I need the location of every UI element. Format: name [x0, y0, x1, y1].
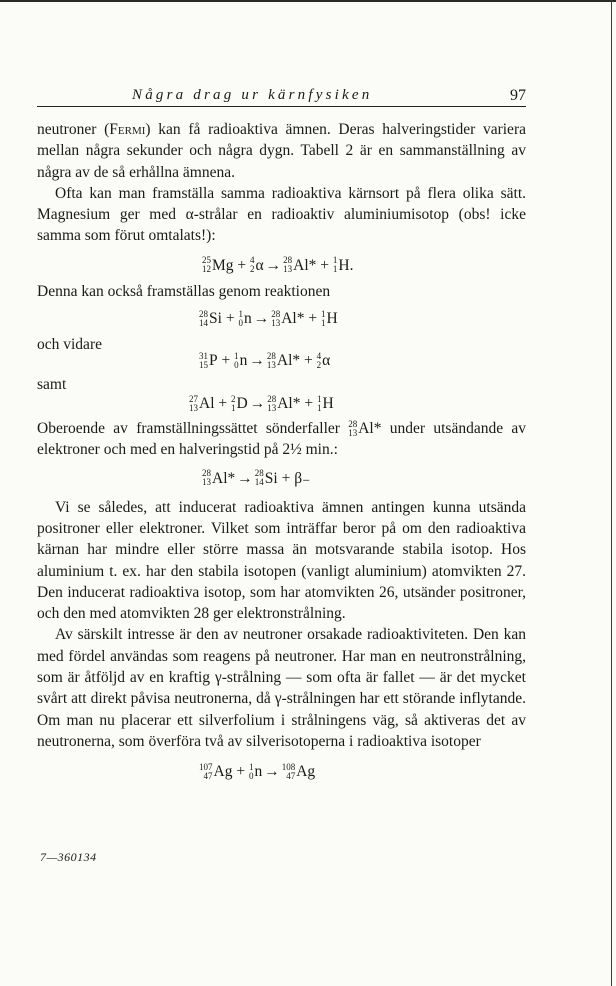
equation-3: 31 15 P + 1 0 n → 28 13 Al* + 4 2 α [199, 350, 331, 370]
paragraph-1 [37, 119, 526, 183]
beta-minus: β₋ [294, 469, 311, 487]
text-body [37, 119, 526, 786]
paragraph-4: Oberoende av framställningssättet sönderfaller 28 13 Al* under utsändande av elektroner och med en halveringstid på 2½ min.: [37, 418, 527, 459]
label-och-vidare: och vidare [37, 336, 102, 354]
arrow: → [265, 256, 282, 274]
page-number: 97 [510, 87, 526, 104]
nuclide-al28: 28 13 Al* [202, 468, 236, 488]
nuclide-h1: 1 1 H [316, 393, 334, 413]
p1-post: ) kan få radioaktiva ämnen. Deras halveringstider variera mellan några sekunder och några dygn. Tabell 2 är en sammanställning av några av de så erhållna ämnena. [37, 121, 526, 181]
nuclide-h1: 1 1 H. [332, 255, 354, 275]
paragraph-2: Ofta kan man framställa samma radioaktiva kärnsort på flera olika sätt. Magnesium ger med α-strålar en radioaktiv aluminiumisotop (obs! icke samma som förut omtalats!): [37, 184, 526, 245]
nuclide-h1: 1 1 H [320, 308, 338, 328]
nuclide-si28: 28 14 Si [199, 308, 222, 328]
nuclide-neutron: 1 0 n [234, 350, 248, 370]
nuclide-si28: 28 14 Si [254, 468, 278, 488]
paragraph-5: Vi se således, att inducerat radioaktiva ämnen antingen kunna utsända positroner eller elektroner. Vilket som inträffar beror på om den radioaktiva kärnan har mindre eller större massa än motsvarande stabila isotop. Hos aluminium t. ex. har den stabila isotopen (vanligt aluminium) atomvikten 27. Den inducerat radioaktiva isotop, som har atomvikten 26, utsänder positroner, och den med atomvikten 28 ger elektronstrålning. [37, 498, 526, 623]
p1-pre: neutroner ( [37, 121, 110, 138]
nuclide-al28: 28 13 Al* [271, 308, 305, 328]
equation-4: 27 13 Al + 2 1 D → 28 13 Al* + 1 1 H [189, 393, 334, 413]
nuclide-al27: 27 13 Al [189, 393, 215, 413]
equation-5-row [37, 461, 526, 497]
arrow: → [253, 310, 270, 328]
equation-5: 28 13 Al* → 28 14 Si + β₋ [202, 468, 311, 488]
nuclide-neutron: 1 0 n [248, 761, 263, 781]
equation-4-row [37, 374, 526, 418]
page [37, 84, 526, 786]
nuclide-al28: 28 13 Al* [267, 393, 301, 413]
arrow: → [249, 352, 265, 370]
nuclide-ag108: 108 47 Ag [281, 761, 316, 781]
equation-3-row [37, 334, 526, 374]
nuclide-alpha: 4 2 α [316, 350, 331, 370]
running-header [37, 84, 526, 107]
nuclide-deuteron: 2 1 D [231, 393, 248, 413]
nuclide-al28: 28 13 Al* [283, 255, 317, 275]
arrow: → [264, 763, 280, 781]
arrow: → [249, 395, 266, 413]
signature-mark: 7—360134 [40, 850, 97, 864]
top-rule [0, 0, 616, 2]
paragraph-6: Av särskilt intresse är den av neutroner orsakade radioaktiviteten. Den kan med fördel användas som reagens på neutroner. Har man en neutronstrålning, som är åtföljd av en kraftig γ-strålning — som ofta är fallet — är det mycket svårt att direkt påvisa neutronerna, då γ-strålningen har ett störande inflytande. Om man nu placerar ett silverfolium i strålningens väg, så aktiveras det av neutronerna, som överföra två av silverisotoperna i radioaktiva isotoper [37, 626, 526, 750]
header-title: Några drag ur kärnfysiken [132, 87, 373, 103]
equation-1: 25 12 Mg + 4 2 α → 28 13 Al* + 1 1 H. [202, 255, 354, 275]
nuclide-al28: 28 13 Al* [348, 418, 382, 438]
author-fermi: Fermi [109, 121, 146, 138]
nuclide-neutron: 1 0 n [238, 308, 252, 328]
arrow: → [237, 469, 253, 487]
nuclide-al28: 28 13 Al* [266, 350, 301, 370]
equation-6-row [37, 752, 526, 786]
paragraph-3: Denna kan också framställas genom reaktionen [37, 282, 331, 300]
nuclide-ag107: 107 47 Ag [199, 761, 233, 781]
nuclide-p31: 31 15 P [199, 350, 218, 370]
equation-6: 107 47 Ag + 1 0 n → 108 47 Ag [199, 761, 316, 781]
right-edge-rule [611, 0, 612, 986]
label-samt: samt [37, 376, 67, 394]
equation-2: 28 14 Si + 1 0 n → 28 13 Al* + 1 1 H [199, 308, 338, 328]
equation-1-row [37, 247, 526, 281]
nuclide-alpha: 4 2 α [250, 255, 264, 275]
equation-2-row [37, 302, 526, 334]
nuclide-mg25: 25 12 Mg [202, 255, 234, 275]
